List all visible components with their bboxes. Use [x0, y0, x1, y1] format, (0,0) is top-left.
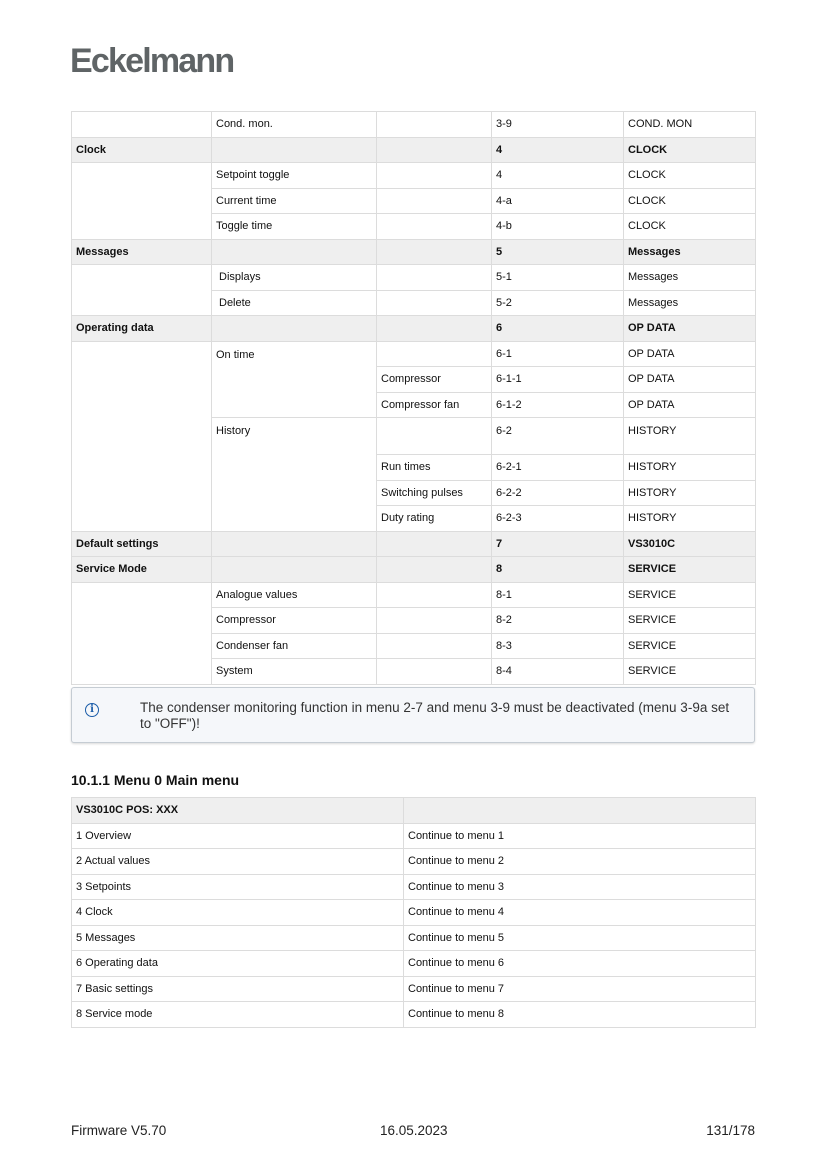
table-row [72, 557, 756, 583]
table-cell: CLOCK [624, 137, 756, 163]
table-cell: Displays [212, 265, 377, 291]
table-cell: 7 Basic settings [72, 976, 404, 1002]
table-row [72, 341, 756, 367]
table-cell [72, 112, 212, 138]
table-row [72, 874, 756, 900]
table-row [72, 823, 756, 849]
table-cell: 6-2-1 [492, 455, 624, 481]
table-row [72, 900, 756, 926]
table-row [72, 849, 756, 875]
table-cell: 2 Actual values [72, 849, 404, 875]
table-cell: 5-1 [492, 265, 624, 291]
footer-firmware: Firmware V5.70 [71, 1123, 167, 1138]
table-cell: Continue to menu 2 [404, 849, 756, 875]
table-cell [377, 659, 492, 685]
table-cell [377, 418, 492, 455]
table-cell: 4-a [492, 188, 624, 214]
table-cell [377, 608, 492, 634]
info-icon: i [85, 703, 99, 717]
table-cell: Messages [624, 239, 756, 265]
table-cell: HISTORY [624, 455, 756, 481]
table-cell [377, 531, 492, 557]
table-cell: VS3010C POS: XXX [72, 798, 404, 824]
table-cell [377, 214, 492, 240]
table-cell: Current time [212, 188, 377, 214]
table-cell: Continue to menu 3 [404, 874, 756, 900]
table-cell: 6 [492, 316, 624, 342]
table-cell: History [212, 418, 377, 532]
table-cell [377, 239, 492, 265]
menu-structure-table [71, 111, 756, 685]
table-cell: OP DATA [624, 316, 756, 342]
table-row [72, 582, 756, 608]
section-title: 10.1.1 Menu 0 Main menu [71, 772, 240, 788]
table-row [72, 951, 756, 977]
table-cell: Toggle time [212, 214, 377, 240]
table-cell: Analogue values [212, 582, 377, 608]
table-cell: 8-2 [492, 608, 624, 634]
table-cell: 7 [492, 531, 624, 557]
main-menu-table [71, 797, 756, 1028]
table-cell: Compressor [377, 367, 492, 393]
table-cell [212, 316, 377, 342]
table-cell [404, 798, 756, 824]
table-cell: Operating data [72, 316, 212, 342]
table-cell: Service Mode [72, 557, 212, 583]
table-cell: 6-1-2 [492, 392, 624, 418]
table-cell [72, 265, 212, 316]
table-cell [212, 239, 377, 265]
table-cell: 5-2 [492, 290, 624, 316]
table-cell: HISTORY [624, 480, 756, 506]
table-cell: SERVICE [624, 633, 756, 659]
table-cell [377, 341, 492, 367]
table-cell: 8 Service mode [72, 1002, 404, 1028]
table-cell: 8-4 [492, 659, 624, 685]
table-cell: 4 [492, 137, 624, 163]
table-cell: VS3010C [624, 531, 756, 557]
table-cell: COND. MON [624, 112, 756, 138]
table-row [72, 316, 756, 342]
table-cell: Compressor [212, 608, 377, 634]
table-cell: Setpoint toggle [212, 163, 377, 189]
table-row [72, 112, 756, 138]
table-cell: 4 [492, 163, 624, 189]
table-cell [377, 265, 492, 291]
eckelmann-logo: Eckelmann [70, 42, 234, 80]
table-cell: 6-1 [492, 341, 624, 367]
table-row [72, 239, 756, 265]
table-cell: 4 Clock [72, 900, 404, 926]
table-cell: 8-3 [492, 633, 624, 659]
table-cell [72, 582, 212, 684]
table-cell: HISTORY [624, 506, 756, 532]
table-cell: Messages [624, 265, 756, 291]
table-row [72, 798, 756, 824]
table-cell: System [212, 659, 377, 685]
table-cell [72, 163, 212, 240]
table-cell: 6-2 [492, 418, 624, 455]
table-cell: Continue to menu 5 [404, 925, 756, 951]
table-cell: 6 Operating data [72, 951, 404, 977]
table-cell [377, 633, 492, 659]
table-cell: SERVICE [624, 659, 756, 685]
table-row [72, 137, 756, 163]
table-cell: Duty rating [377, 506, 492, 532]
table-cell [377, 316, 492, 342]
table-cell: Continue to menu 7 [404, 976, 756, 1002]
table-cell [212, 137, 377, 163]
table-cell [377, 290, 492, 316]
table-cell: 5 [492, 239, 624, 265]
table-cell: SERVICE [624, 557, 756, 583]
table-cell [377, 112, 492, 138]
table-cell: CLOCK [624, 163, 756, 189]
table-cell [377, 188, 492, 214]
table-cell: 3 Setpoints [72, 874, 404, 900]
table-cell: OP DATA [624, 367, 756, 393]
table-cell [377, 557, 492, 583]
table-cell: OP DATA [624, 392, 756, 418]
table-row [72, 925, 756, 951]
table-cell: Delete [212, 290, 377, 316]
table-cell: Continue to menu 8 [404, 1002, 756, 1028]
table-cell: 1 Overview [72, 823, 404, 849]
table-cell [377, 137, 492, 163]
table-cell: Continue to menu 6 [404, 951, 756, 977]
table-cell [377, 582, 492, 608]
table-cell: 6-2-3 [492, 506, 624, 532]
table-cell: 6-2-2 [492, 480, 624, 506]
table-row [72, 265, 756, 291]
table-cell: 8-1 [492, 582, 624, 608]
table-cell: On time [212, 341, 377, 418]
table-cell: OP DATA [624, 341, 756, 367]
table-row [72, 976, 756, 1002]
table-cell: SERVICE [624, 582, 756, 608]
table-cell: HISTORY [624, 418, 756, 455]
table-cell: Condenser fan [212, 633, 377, 659]
note-text: The condenser monitoring function in menu 2-7 and menu 3-9 must be deactivated (menu 3-9a set to "OFF")! [140, 700, 730, 731]
table-cell: Continue to menu 4 [404, 900, 756, 926]
table-cell: Switching pulses [377, 480, 492, 506]
table-row [72, 1002, 756, 1028]
table-cell: Continue to menu 1 [404, 823, 756, 849]
footer-page-number: 131/178 [706, 1123, 755, 1138]
table-cell [212, 557, 377, 583]
info-note [71, 687, 755, 743]
table-cell: Cond. mon. [212, 112, 377, 138]
table-cell [72, 341, 212, 531]
table-cell: SERVICE [624, 608, 756, 634]
table-cell: 8 [492, 557, 624, 583]
table-cell: Run times [377, 455, 492, 481]
table-row [72, 531, 756, 557]
table-cell: 3-9 [492, 112, 624, 138]
table-cell: 5 Messages [72, 925, 404, 951]
table-cell: Default settings [72, 531, 212, 557]
table-cell: Messages [72, 239, 212, 265]
table-cell [377, 163, 492, 189]
table-cell: CLOCK [624, 214, 756, 240]
table-cell: Messages [624, 290, 756, 316]
table-cell: 4-b [492, 214, 624, 240]
table-cell: 6-1-1 [492, 367, 624, 393]
table-row [72, 163, 756, 189]
table-cell: Compressor fan [377, 392, 492, 418]
footer-date: 16.05.2023 [380, 1123, 448, 1138]
table-cell: Clock [72, 137, 212, 163]
table-cell [212, 531, 377, 557]
table-cell: CLOCK [624, 188, 756, 214]
